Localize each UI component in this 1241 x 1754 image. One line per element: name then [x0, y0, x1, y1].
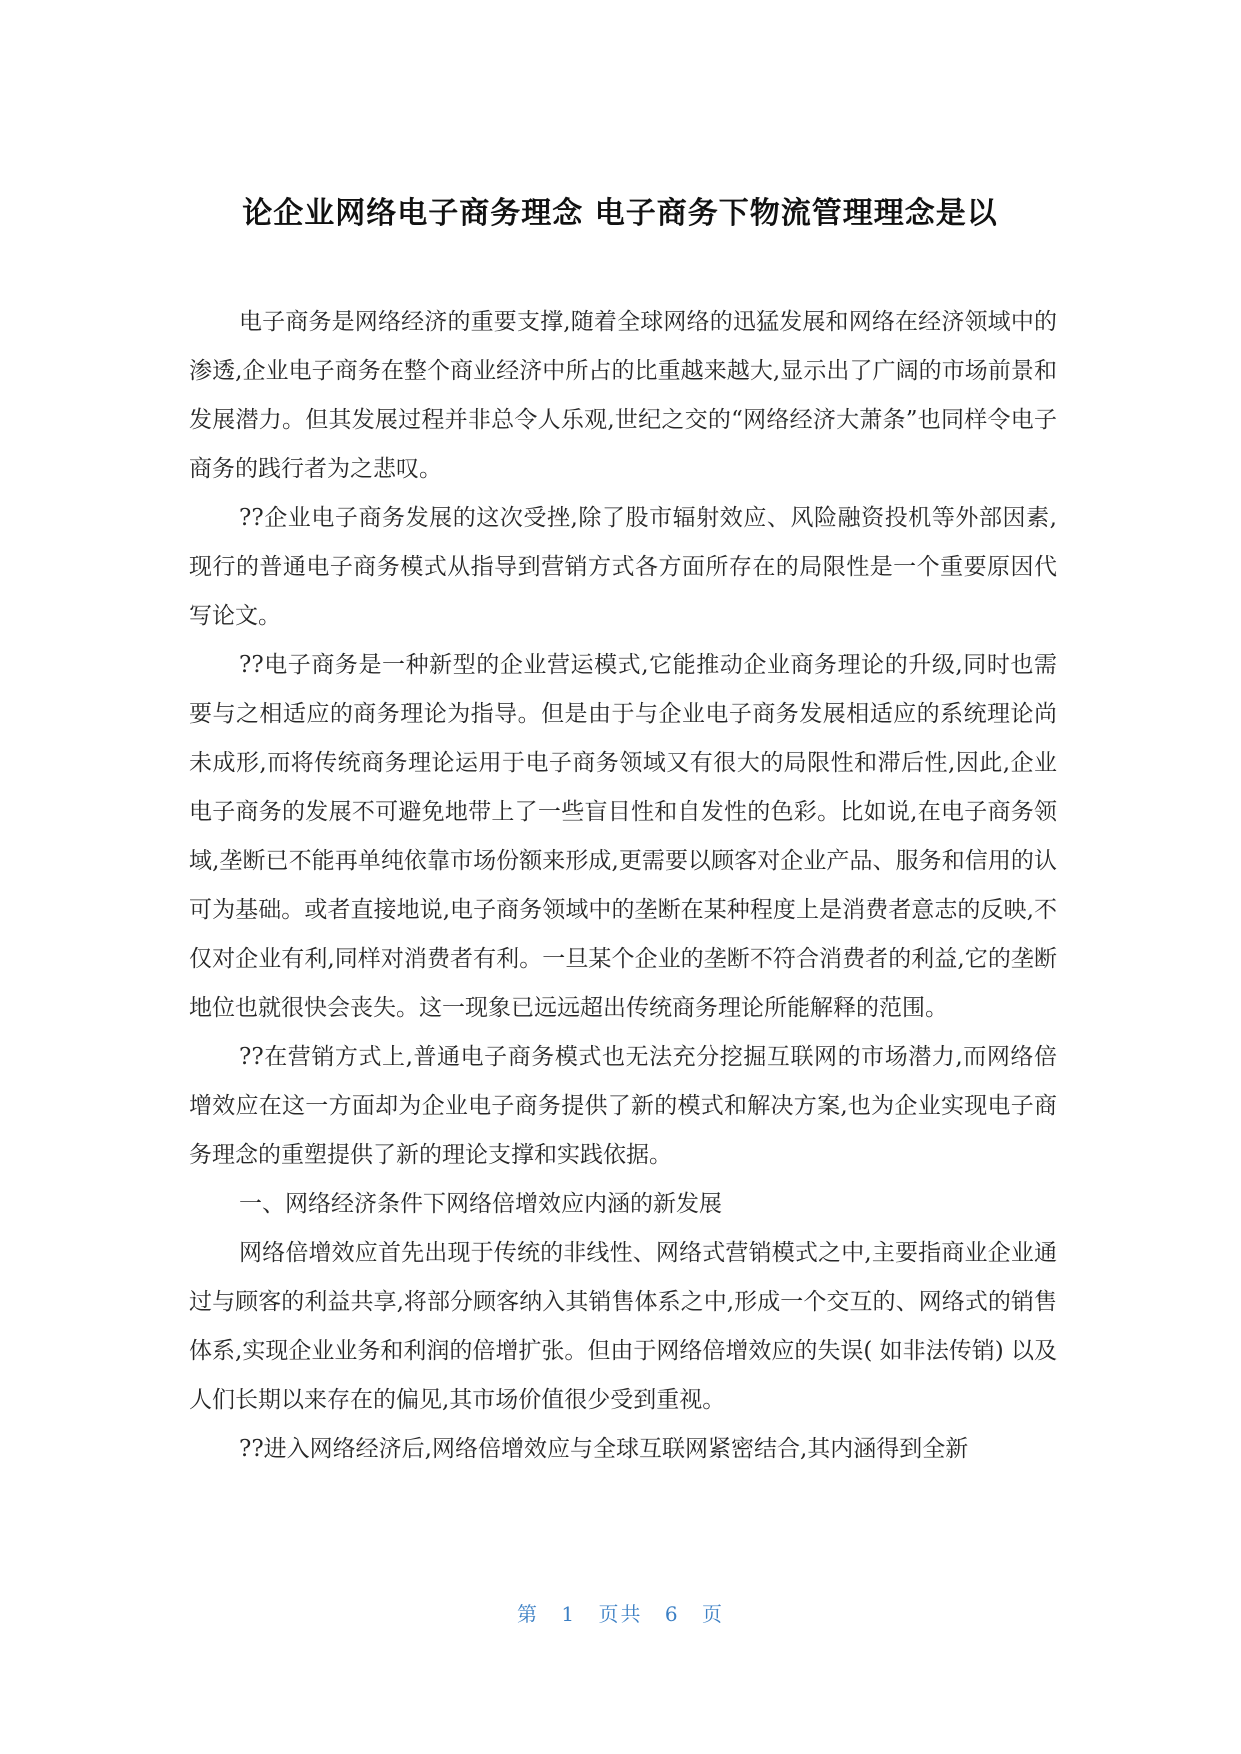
paragraph: 电子商务是网络经济的重要支撑,随着全球网络的迅猛发展和网络在经济领域中的渗透,企业电子商务在整个商业经济中所占的比重越来越大,显示出了广阔的市场前景和发展潜力。但其发展过程并非总令人乐观,世纪之交的“网络经济大萧条”也同样令电子商务的践行者为之悲叹。: [189, 309, 1057, 482]
footer-middle: 页共: [598, 1602, 643, 1626]
paragraph: ??进入网络经济后,网络倍增效应与全球互联网紧密结合,其内涵得到全新: [239, 1436, 969, 1462]
paragraph: ??电子商务是一种新型的企业营运模式,它能推动企业商务理论的升级,同时也需要与之相适应的商务理论为指导。但是由于与企业电子商务发展相适应的系统理论尚未成形,而将传统商务理论运用于电子商务领域又有很大的局限性和滞后性,因此,企业电子商务的发展不可避免地带上了一些盲目性和自发性的色彩。比如说,在电子商务领域,垄断已不能再单纯依靠市场份额来形成,更需要以顾客对企业产品、服务和信用的认可为基础。或者直接地说,电子商务领域中的垄断在某种程度上是消费者意志的反映,不仅对企业有利,同样对消费者有利。一旦某个企业的垄断不符合消费者的利益,它的垄断地位也就很快会丧失。这一现象已远远超出传统商务理论所能解释的范围。: [189, 652, 1057, 1021]
page-footer: [0, 1598, 1241, 1627]
paragraph: ??企业电子商务发展的这次受挫,除了股市辐射效应、风险融资投机等外部因素,现行的普通电子商务模式从指导到营销方式各方面所存在的局限性是一个重要原因代写论文。: [189, 505, 1057, 629]
footer-current-page: 1: [561, 1602, 577, 1626]
section-heading: 一、网络经济条件下网络倍增效应内涵的新发展: [239, 1191, 722, 1217]
footer-prefix: 第: [517, 1602, 540, 1626]
document-title: 论企业网络电子商务理念 电子商务下物流管理理念是以: [242, 196, 998, 231]
paragraph: 网络倍增效应首先出现于传统的非线性、网络式营销模式之中,主要指商业企业通过与顾客的利益共享,将部分顾客纳入其销售体系之中,形成一个交互的、网络式的销售体系,实现企业业务和利润的倍增扩张。但由于网络倍增效应的失误( 如非法传销) 以及人们长期以来存在的偏见,其市场价值很少受到重视。: [189, 1240, 1057, 1413]
document-body: [189, 298, 1057, 1474]
paragraph: ??在营销方式上,普通电子商务模式也无法充分挖掘互联网的市场潜力,而网络倍增效应在这一方面却为企业电子商务提供了新的模式和解决方案,也为企业实现电子商务理念的重塑提供了新的理论支撑和实践依据。: [189, 1044, 1057, 1168]
footer-total-pages: 6: [664, 1602, 680, 1626]
footer-suffix: 页: [701, 1602, 724, 1626]
